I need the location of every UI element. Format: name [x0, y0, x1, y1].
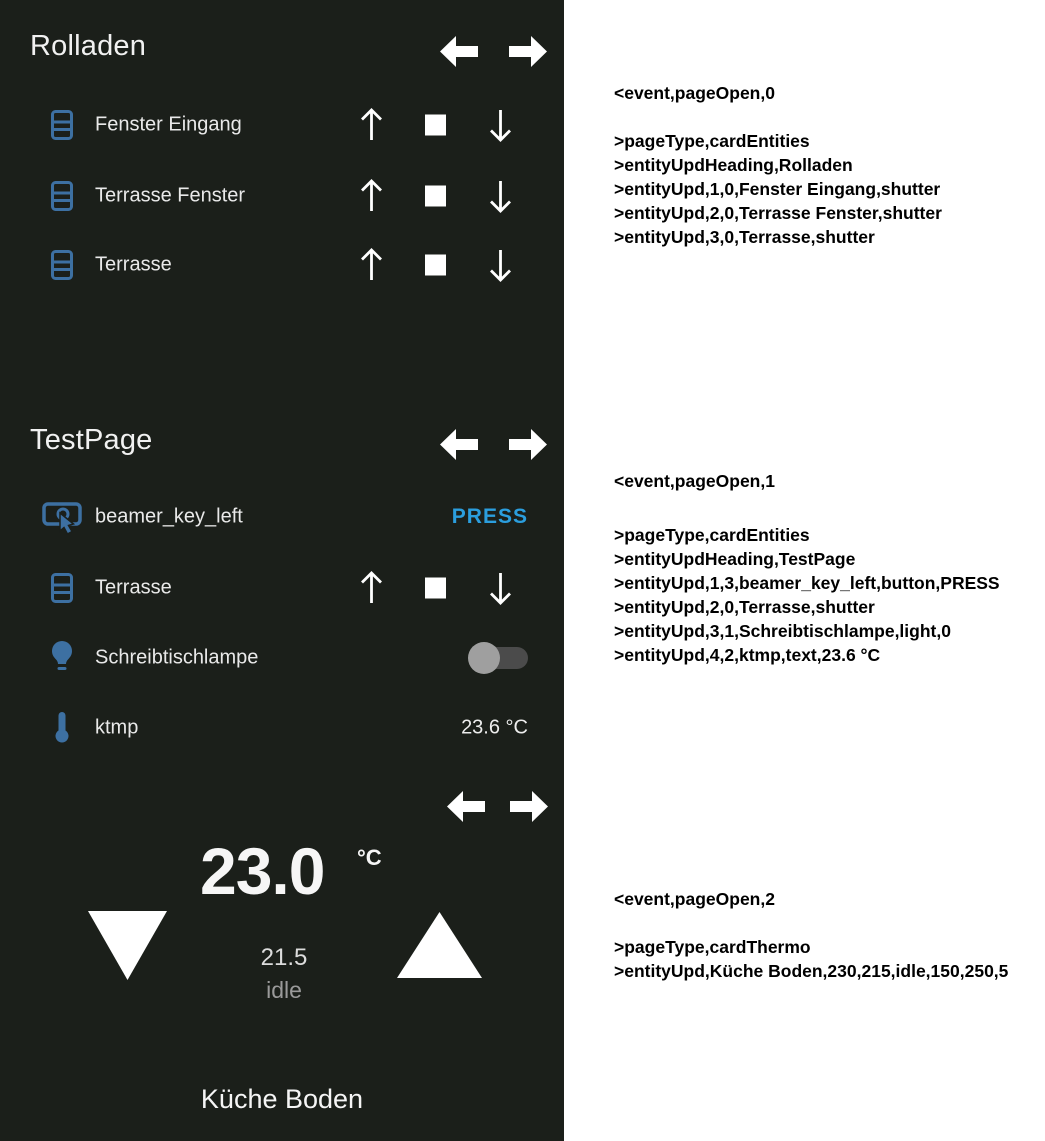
lightbulb-icon — [42, 638, 82, 678]
arrow-right-icon — [509, 429, 547, 460]
entity-label: Terrasse Fenster — [95, 184, 246, 207]
sensor-value: 23.6 °C — [461, 716, 528, 739]
log-line: >entityUpd,1,0,Fenster Eingang,shutter — [614, 179, 941, 199]
shutter-icon — [42, 176, 82, 216]
arrow-down-icon — [487, 569, 514, 607]
entity-label: Fenster Eingang — [95, 113, 242, 136]
shutter-up-button[interactable] — [358, 569, 385, 607]
shutter-stop-button[interactable] — [425, 186, 446, 207]
page-title-rolladen: Rolladen — [30, 30, 147, 62]
arrow-right-icon — [510, 791, 548, 822]
shutter-down-button[interactable] — [487, 177, 514, 215]
arrow-down-icon — [487, 246, 514, 284]
entity-row — [0, 700, 564, 756]
arrow-down-icon — [487, 106, 514, 144]
arrow-up-icon — [358, 569, 385, 607]
entity-label: beamer_key_left — [95, 505, 243, 528]
shutter-down-button[interactable] — [487, 569, 514, 607]
thermometer-icon — [42, 708, 82, 748]
shutter-down-button[interactable] — [487, 106, 514, 144]
log-block-page1 — [614, 469, 1000, 667]
gesture-tap-button-icon — [42, 497, 82, 537]
hvac-state: idle — [266, 977, 302, 1003]
entity-row — [0, 237, 564, 293]
entity-label: ktmp — [95, 716, 139, 739]
thermostat-name: Küche Boden — [200, 1084, 364, 1114]
press-button[interactable]: PRESS — [400, 505, 528, 529]
log-line: >entityUpdHeading,Rolladen — [614, 155, 853, 175]
temp-up-button[interactable] — [397, 912, 482, 978]
entity-label: Schreibtischlampe — [95, 646, 259, 669]
shutter-stop-button[interactable] — [425, 115, 446, 136]
log-line: <event,pageOpen,0 — [614, 83, 775, 103]
log-line: >entityUpd,3,1,Schreibtischlampe,light,0 — [614, 621, 951, 641]
temperature-unit: °C — [357, 845, 382, 870]
arrow-up-icon — [358, 246, 385, 284]
entity-label: Terrasse — [95, 576, 172, 599]
shutter-icon — [42, 245, 82, 285]
shutter-stop-button[interactable] — [425, 255, 446, 276]
nav-prev-button[interactable] — [440, 429, 478, 460]
nav-next-button[interactable] — [509, 429, 547, 460]
log-line: >entityUpd,3,0,Terrasse,shutter — [614, 227, 875, 247]
entity-row — [0, 168, 564, 224]
light-toggle[interactable] — [468, 642, 528, 674]
arrow-up-icon — [358, 106, 385, 144]
log-line: >entityUpd,2,0,Terrasse,shutter — [614, 597, 875, 617]
log-line: >pageType,cardEntities — [614, 131, 810, 151]
arrow-down-icon — [487, 177, 514, 215]
log-block-page0 — [614, 81, 942, 249]
current-temperature: 23.0 — [200, 834, 325, 908]
entity-row — [0, 630, 564, 686]
arrow-left-icon — [440, 429, 478, 460]
nav-next-button[interactable] — [509, 36, 547, 67]
shutter-icon — [42, 105, 82, 145]
arrow-left-icon — [440, 36, 478, 67]
nav-prev-button[interactable] — [447, 791, 485, 822]
log-line: >entityUpd,Küche Boden,230,215,idle,150,250,5 — [614, 961, 1009, 981]
arrow-right-icon — [509, 36, 547, 67]
log-line: >entityUpd,4,2,ktmp,text,23.6 °C — [614, 645, 881, 665]
toggle-knob — [468, 642, 500, 674]
shutter-icon — [42, 568, 82, 608]
triangle-up-icon — [397, 912, 482, 978]
temp-down-button[interactable] — [88, 911, 167, 980]
arrow-up-icon — [358, 177, 385, 215]
arrow-left-icon — [447, 791, 485, 822]
entity-row — [0, 560, 564, 616]
shutter-up-button[interactable] — [358, 106, 385, 144]
entity-row — [0, 489, 564, 545]
log-line: >entityUpdHeading,TestPage — [614, 549, 856, 569]
target-temperature: 21.5 — [260, 944, 308, 971]
log-line: >entityUpd,1,3,beamer_key_left,button,PRESS — [614, 573, 1000, 593]
log-block-page2 — [614, 887, 1008, 983]
nav-next-button[interactable] — [510, 791, 548, 822]
log-line: <event,pageOpen,2 — [614, 889, 775, 909]
log-line: >entityUpd,2,0,Terrasse Fenster,shutter — [614, 203, 942, 223]
log-line: >pageType,cardEntities — [614, 525, 810, 545]
entity-label: Terrasse — [95, 253, 172, 276]
log-line: <event,pageOpen,1 — [614, 471, 775, 491]
shutter-up-button[interactable] — [358, 246, 385, 284]
shutter-down-button[interactable] — [487, 246, 514, 284]
page-title-testpage: TestPage — [30, 424, 153, 456]
shutter-up-button[interactable] — [358, 177, 385, 215]
triangle-down-icon — [88, 911, 167, 980]
entity-row — [0, 97, 564, 153]
shutter-stop-button[interactable] — [425, 578, 446, 599]
nav-prev-button[interactable] — [440, 36, 478, 67]
log-line: >pageType,cardThermo — [614, 937, 811, 957]
